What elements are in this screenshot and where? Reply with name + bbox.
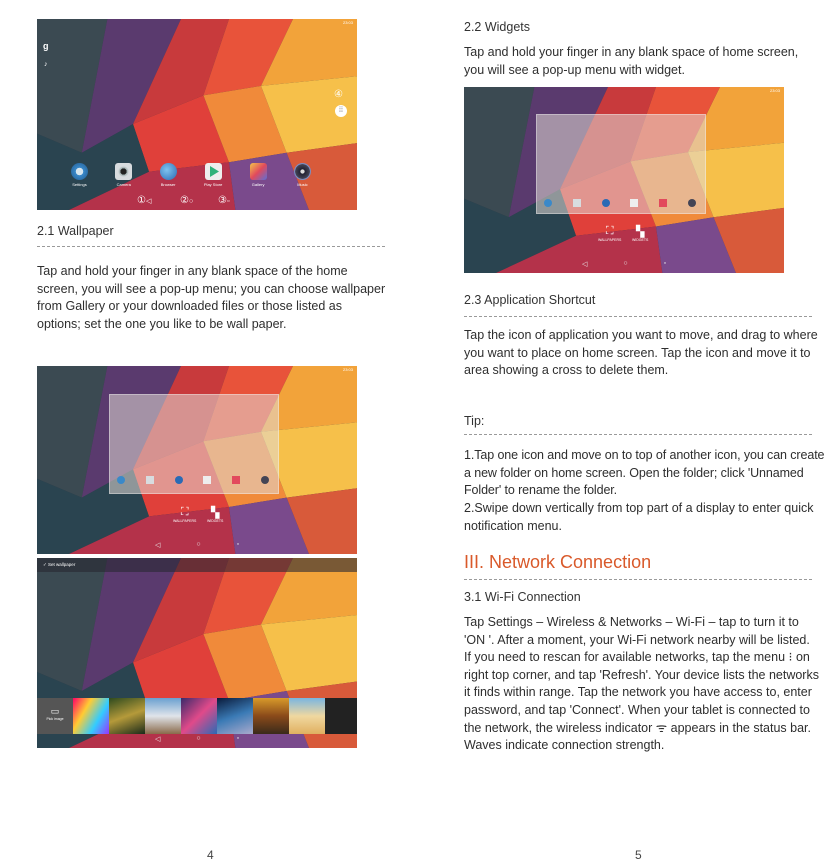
play-store-icon [203,476,211,484]
settings-icon [117,476,125,484]
app-music[interactable]: Music [294,163,311,187]
callout-2: ②○ [180,195,194,206]
home-icon[interactable]: ○ [196,541,201,548]
gallery-icon [232,476,240,484]
widgets-option[interactable]: ▚ WIDGETS [207,507,224,523]
wallpaper-picker-screenshot [37,558,357,748]
page-number-left: 4 [207,848,214,862]
wallpaper-icon: ⛶ [180,506,189,518]
home-screen-screenshot [37,19,357,210]
home-icon[interactable]: ○ [188,198,194,205]
app-play-store[interactable]: Play Store [204,163,222,187]
divider [464,434,812,435]
widgets-menu-screenshot [464,87,784,273]
app-settings[interactable]: Settings [71,163,88,187]
divider [464,316,812,317]
google-search-icon[interactable]: g [43,41,49,51]
app-browser[interactable]: Browser [160,163,177,187]
status-bar: 23:03 [769,88,780,93]
camera-icon [146,476,154,484]
divider [464,579,812,580]
widgets-option[interactable]: ▚ WIDGETS [632,226,649,242]
section-3-1-title: 3.1 Wi-Fi Connection [464,590,581,604]
play-store-icon [630,199,638,207]
camera-icon [573,199,581,207]
navigation-bar [37,735,357,743]
section-2-3-title: 2.3 Application Shortcut [464,293,596,307]
all-apps-icon[interactable]: ⁞⁞ [335,105,347,117]
section-2-1-body: Tap and hold your finger in any blank space of the home screen, you will see a pop-up menu; you can choose wallpaper from Gallery or your downloaded files or those listed as options; set the one you like to be wall paper. [37,264,386,331]
gallery-icon [250,163,267,180]
status-bar: 23:03 [342,367,353,372]
back-icon[interactable]: ◁ [154,736,161,743]
wallpaper-thumb[interactable] [181,698,217,734]
preview-dock [117,476,269,484]
wallpaper-thumb[interactable] [253,698,289,734]
browser-icon [175,476,183,484]
play-store-icon [205,163,222,180]
widgets-icon: ▚ [210,507,220,519]
wallpaper-icon: ⛶ [605,225,614,237]
section-2-1-title: 2.1 Wallpaper [37,224,114,238]
recents-icon[interactable]: ▫ [236,735,240,742]
back-icon[interactable]: ◁ [154,542,161,549]
callout-1: ①◁ [137,195,152,206]
tip-title: Tip: [464,414,485,428]
navigation-bar [464,260,784,268]
home-icon[interactable]: ○ [196,735,201,742]
page-number-right: 5 [635,848,642,862]
status-bar [37,19,357,27]
check-icon[interactable]: ✓ [43,562,47,567]
callout-4: ④ [334,89,343,100]
browser-icon [160,163,177,180]
wallpaper-thumb[interactable] [217,698,253,734]
app-camera[interactable]: Camera [115,163,132,187]
long-press-menu-screenshot [37,366,357,554]
section-2-3-body: Tap the icon of application you want to move, and drag to where you want to place on home screen. Tap the icon and move it to area showing a cross to delete them. [464,328,818,378]
image-icon: ▭ [50,706,60,716]
callout-3: ③▫ [218,195,230,206]
settings-icon [71,163,88,180]
section-2-2-body: Tap and hold your finger in any blank space of home screen, you will see a pop-up menu with widget. [464,45,799,77]
wallpapers-option[interactable]: ⛶ WALLPAPERS [598,225,622,242]
wallpaper-thumb[interactable] [73,698,109,734]
wallpaper-thumb[interactable] [289,698,325,734]
wallpapers-option[interactable]: ⛶ WALLPAPERS [173,506,197,523]
gallery-icon [659,199,667,207]
music-icon [261,476,269,484]
back-icon[interactable]: ◁ [581,261,588,268]
navigation-bar [37,541,357,549]
home-icon[interactable]: ○ [623,260,628,267]
music-icon [688,199,696,207]
widgets-icon: ▚ [635,226,645,238]
recents-icon[interactable]: ▫ [663,260,667,267]
wallpaper-thumbnails [37,698,357,734]
browser-icon [602,199,610,207]
wallpaper-thumb[interactable] [109,698,145,734]
tip-body-2: 2.Swipe down vertically from top part of a display to enter quick notification menu. [464,501,814,533]
picker-header: ✓ Set wallpaper [37,558,357,572]
pick-image-tile[interactable]: ▭ Pick image [37,698,73,734]
status-time: 23:03 [342,20,353,25]
preview-dock [544,199,696,207]
recents-icon[interactable]: ▫ [226,198,230,205]
app-gallery[interactable]: Gallery [250,163,267,187]
settings-icon [544,199,552,207]
chapter-title: III. Network Connection [464,552,652,572]
section-2-2-title: 2.2 Widgets [464,20,531,34]
app-dock [71,163,311,187]
tip-body-1: 1.Tap one icon and move on to top of another icon, you can create a new folder on home screen. Open the folder; click 'Unnamed Folder' to rename the folder. [464,448,825,498]
music-icon [294,163,311,180]
wallpaper-thumb[interactable] [145,698,181,734]
divider [37,246,385,247]
section-3-1-body: Tap Settings – Wireless & Networks – Wi-Fi – tap to turn it to 'ON '. After a moment, your Wi-Fi network nearby will be listed. If you need to rescan for available networks, tap the menu ⁝ on right top corner, and tap 'Refresh'. Your device lists the networks it finds within range. Tap the network you have access to, enter password, and tap 'Connect'. When your tablet is connected to the network, the wireless indicator ᯤ appears in the status bar. Waves indicate connection strength. [464,615,819,753]
back-icon[interactable]: ◁ [145,198,152,205]
recents-icon[interactable]: ▫ [236,541,240,548]
camera-icon [115,163,132,180]
microphone-icon[interactable]: ♪ [44,61,48,68]
